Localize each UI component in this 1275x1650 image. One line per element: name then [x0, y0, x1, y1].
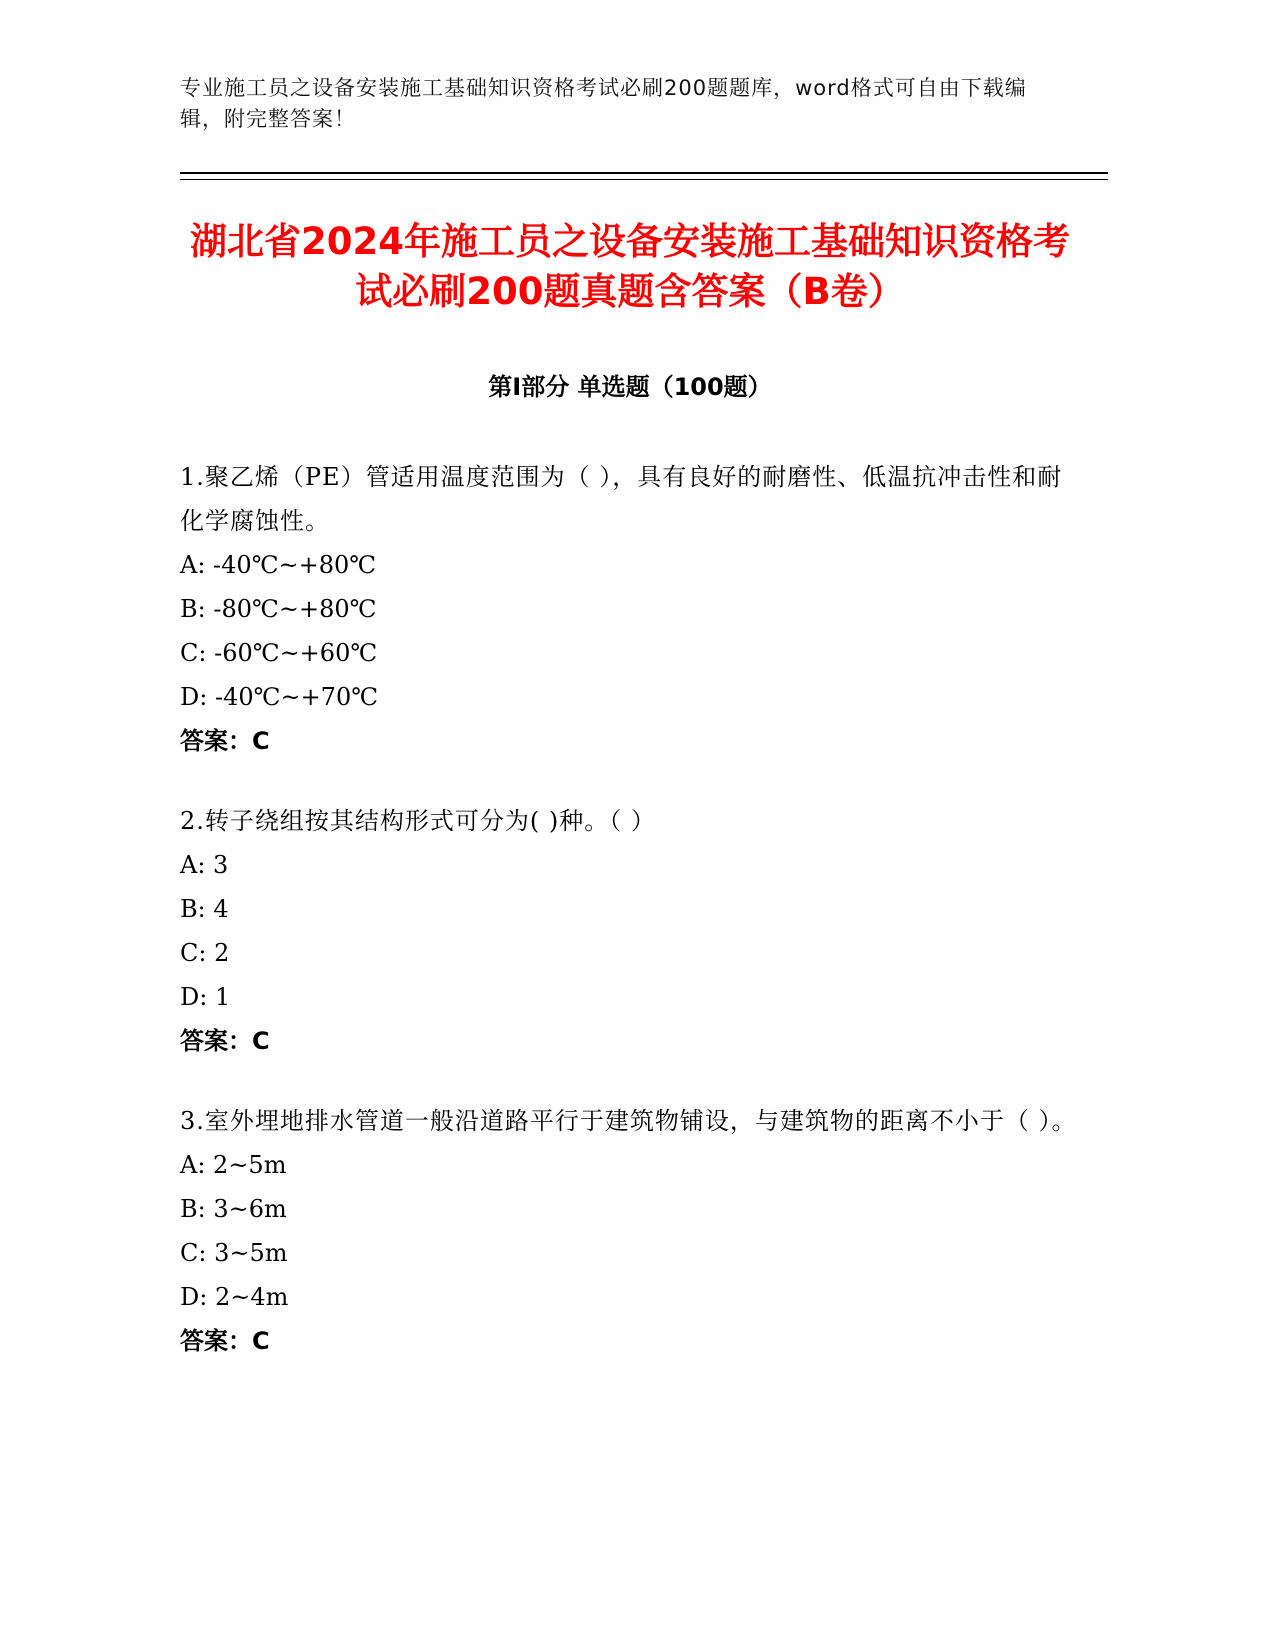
- option-a: A: 3: [180, 851, 229, 879]
- option-a: A: -40℃~+80℃: [180, 551, 377, 579]
- question-2: [180, 799, 1080, 1063]
- question-list: [180, 455, 1080, 1399]
- option-b: B: 4: [180, 895, 229, 923]
- option-d: D: -40℃~+70℃: [180, 683, 379, 711]
- answer-line: 答案：C: [180, 1327, 270, 1355]
- option-c: C: 2: [180, 939, 230, 967]
- option-b: B: -80℃~+80℃: [180, 595, 377, 623]
- question-stem: 1.聚乙烯（PE）管适用温度范围为（ ），具有良好的耐磨性、低温抗冲击性和耐化学腐蚀性。: [180, 463, 1063, 535]
- question-stem: 3.室外埋地排水管道一般沿道路平行于建筑物铺设，与建筑物的距离不小于（ ）。: [180, 1107, 1077, 1135]
- option-d: D: 1: [180, 983, 231, 1011]
- section-title: 第Ⅰ部分 单选题（100题）: [488, 373, 772, 401]
- option-d: D: 2~4m: [180, 1283, 289, 1311]
- option-a: A: 2~5m: [180, 1151, 287, 1179]
- question-3: [180, 1099, 1080, 1363]
- header-rule-thin: [180, 179, 1108, 180]
- header-note: 专业施工员之设备安装施工基础知识资格考试必刷200题题库，word格式可自由下载编辑，附完整答案！: [180, 76, 1027, 131]
- document-title: 湖北省2024年施工员之设备安装施工基础知识资格考试必刷200题真题含答案（B卷）: [190, 220, 1070, 313]
- header-rule-thick: [180, 172, 1108, 174]
- option-b: B: 3~6m: [180, 1195, 287, 1223]
- question-1: [180, 455, 1080, 763]
- option-c: C: -60℃~+60℃: [180, 639, 378, 667]
- answer-line: 答案：C: [180, 727, 270, 755]
- answer-line: 答案：C: [180, 1027, 270, 1055]
- option-c: C: 3~5m: [180, 1239, 288, 1267]
- question-stem: 2.转子绕组按其结构形式可分为( )种。（ ）: [180, 807, 656, 835]
